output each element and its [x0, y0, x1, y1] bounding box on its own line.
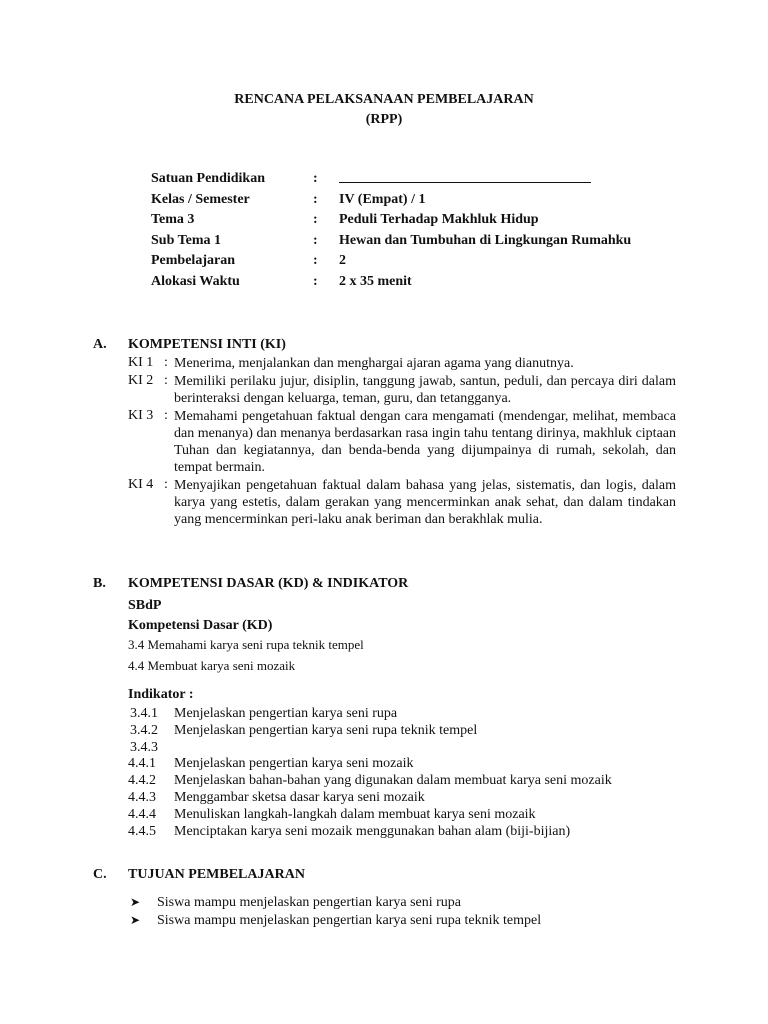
section-title: KOMPETENSI DASAR (KD) & INDIKATOR: [128, 576, 409, 591]
indikator-number: 4.4.2: [128, 773, 156, 789]
ki-text: Menerima, menjalankan dan menghargai ajaran agama yang dianutnya.: [174, 356, 574, 371]
indikator-number: 4.4.4: [128, 806, 156, 822]
info-value: IV (Empat) / 1: [339, 191, 426, 207]
info-colon: :: [313, 191, 318, 207]
ki-item: [128, 408, 676, 476]
ki-colon: :: [164, 355, 168, 370]
section-letter: A.: [93, 337, 107, 352]
ki-code: KI 2: [128, 373, 154, 388]
indikator-text: Menjelaskan pengertian karya seni rupa: [174, 706, 398, 721]
indikator-number: 4.4.5: [128, 823, 156, 839]
indikator-text: Menuliskan langkah-langkah dalam membuat karya seni mozaik: [174, 806, 536, 822]
indikator-text: Menciptakan karya seni mozaik menggunakan bahan alam (biji-bijian): [174, 823, 571, 839]
kd-item: 3.4 Memahami karya seni rupa teknik tempel: [128, 637, 364, 652]
ki-text: Memiliki perilaku jujur, disiplin, tanggung jawab, santun, peduli, dan percaya diri dalam berinteraksi dengan keluarga, teman, guru, dan tetangganya.: [174, 374, 676, 406]
ki-list: [128, 355, 676, 529]
indikator-text: Menjelaskan bahan-bahan yang digunakan dalam membuat karya seni mozaik: [174, 773, 612, 789]
indikator-number: 4.4.3: [128, 789, 156, 805]
ki-text: Menyajikan pengetahuan faktual dalam bahasa yang jelas, sistematis, dan logis, dalam karya yang estetis, dalam gerakan yang mencerminkan anak sehat, dan dalam tindakan yang mencerminkan peri-laku anak beriman dan berakhlak mulia.: [174, 478, 676, 527]
info-colon: :: [313, 253, 318, 269]
info-label: Tema 3: [151, 212, 195, 228]
info-label: Satuan Pendidikan: [151, 171, 265, 186]
ki-colon: :: [164, 408, 168, 423]
document-title: RENCANA PELAKSANAAN PEMBELAJARAN: [234, 92, 534, 107]
ki-colon: :: [164, 477, 168, 492]
indikator-number: 3.4.3: [130, 739, 158, 755]
indikator-number: 3.4.1: [130, 706, 158, 721]
indikator-number: 4.4.1: [128, 756, 156, 772]
subject-label: SBdP: [128, 598, 162, 613]
ki-code: KI 4: [128, 477, 154, 492]
ki-item: [128, 355, 676, 372]
info-colon: :: [313, 273, 318, 289]
ki-code: KI 3: [128, 408, 154, 423]
indikator-text: Menggambar sketsa dasar karya seni mozaik: [174, 789, 425, 805]
info-colon: :: [313, 171, 318, 186]
arrowhead-bullet-icon: ➤: [130, 913, 141, 927]
tujuan-text: Siswa mampu menjelaskan pengertian karya seni rupa: [157, 895, 462, 910]
kd-item: 4.4 Membuat karya seni mozaik: [128, 658, 296, 673]
info-colon: :: [313, 212, 318, 228]
indikator-number: 3.4.2: [130, 722, 158, 738]
ki-item: [128, 477, 676, 528]
info-label: Pembelajaran: [151, 253, 235, 269]
ki-colon: :: [164, 373, 168, 388]
indikator-text: Menjelaskan pengertian karya seni rupa teknik tempel: [174, 722, 478, 738]
info-label: Alokasi Waktu: [151, 273, 240, 289]
ki-item: [128, 373, 676, 407]
info-value-blank: [339, 171, 591, 188]
arrowhead-bullet-icon: ➤: [130, 895, 141, 909]
tujuan-text: Siswa mampu menjelaskan pengertian karya seni rupa teknik tempel: [157, 913, 542, 928]
indikator-text: Menjelaskan pengertian karya seni mozaik: [174, 756, 414, 772]
info-value: Hewan dan Tumbuhan di Lingkungan Rumahku: [339, 232, 632, 248]
section-letter: C.: [93, 867, 107, 882]
info-colon: :: [313, 232, 318, 248]
section-title: KOMPETENSI INTI (KI): [128, 337, 286, 352]
indikator-heading: Indikator :: [128, 687, 194, 702]
kd-heading: Kompetensi Dasar (KD): [128, 618, 273, 633]
info-value: 2 x 35 menit: [339, 273, 412, 289]
info-value: Peduli Terhadap Makhluk Hidup: [339, 212, 539, 228]
ki-text: Memahami pengetahuan faktual dengan cara mengamati (mendengar, melihat, membaca dan menanya) dan menanya berdasarkan rasa ingin tahu tentang dirinya, makhluk ciptaan Tuhan dan kegiatannya, dan benda-benda yang dijumpainya di rumah, sekolah, dan tempat bermain.: [174, 409, 676, 475]
section-letter: B.: [93, 576, 106, 591]
info-label: Kelas / Semester: [151, 191, 250, 207]
ki-code: KI 1: [128, 355, 154, 370]
info-label: Sub Tema 1: [151, 232, 222, 248]
info-value: 2: [339, 253, 346, 269]
section-title: TUJUAN PEMBELAJARAN: [128, 867, 305, 882]
blank-fill-line: [339, 171, 591, 183]
document-subtitle: (RPP): [365, 112, 403, 127]
